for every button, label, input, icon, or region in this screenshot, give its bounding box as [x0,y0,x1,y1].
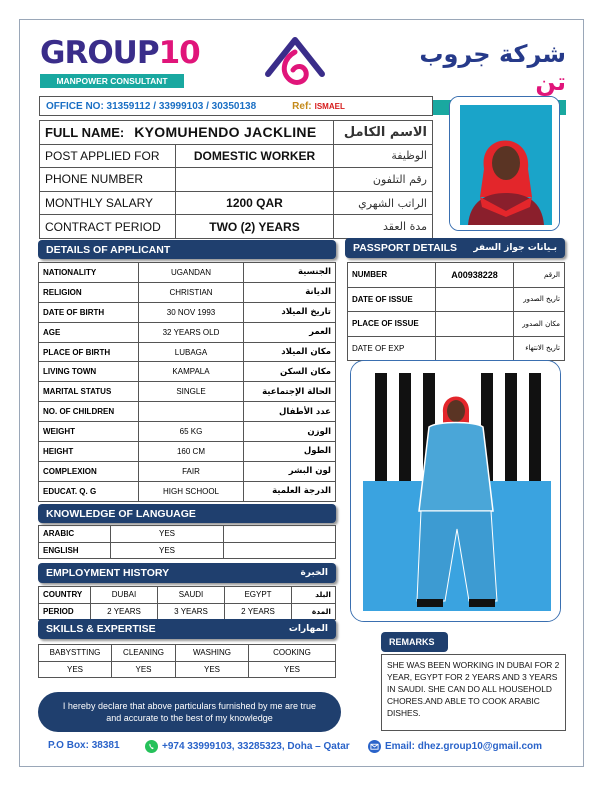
expiry-date-label-ar: تاريخ الانتهاء [514,336,565,361]
language-table [38,525,336,559]
period-cell: 3 YEARS [158,603,225,620]
language-english-value: YES [111,542,224,559]
phone-text: +974 33999103, 33285323, Doha – Qatar [162,741,350,752]
cell-value: UGANDAN [139,263,244,283]
skill-value: YES [39,661,112,678]
table-row [39,526,336,543]
cell-label: COMPLEXION [39,461,139,481]
cell-label: AGE [39,322,139,342]
passport-section-header [345,238,565,258]
skill-name: CLEANING [112,645,176,662]
issue-place-label-ar: مكان الصدور [514,312,565,337]
declaration-text: I hereby declare that above particulars furnished by me are true and accurate to the best of my knowledge [62,701,317,723]
cell-label: NATIONALITY [39,263,139,283]
expiry-date-label: DATE OF EXP [348,336,436,361]
cell-value: 30 NOV 1993 [139,302,244,322]
brand-name: GROUP [40,35,159,71]
cell-label: WEIGHT [39,422,139,442]
post-value: DOMESTIC WORKER [176,144,334,168]
employment-title-ar: الخبرة [300,568,328,578]
expiry-date-value [436,336,514,361]
cell-label-ar: مكان السكن [244,362,336,382]
footer-email [368,740,542,753]
table-row [39,442,336,462]
phone-label: PHONE NUMBER [40,168,176,192]
table-row [40,144,433,168]
cell-label: HEIGHT [39,442,139,462]
language-title: KNOWLEDGE OF LANGUAGE [46,507,196,520]
skill-name: COOKING [249,645,336,662]
country-cell: DUBAI [91,587,158,604]
language-english-label: ENGLISH [39,542,111,559]
issue-date-label-ar: تاريخ الصدور [514,287,565,312]
period-label-ar: المدة [292,603,336,620]
post-label: POST APPLIED FOR [40,144,176,168]
language-section-header [38,504,336,523]
skills-table [38,644,336,678]
country-cell: SAUDI [158,587,225,604]
portrait-photo [449,96,560,231]
cell-value: 32 YEARS OLD [139,322,244,342]
ref-label: Ref: [292,100,312,112]
table-row [39,542,336,559]
salary-label-ar: الراتب الشهري [334,191,433,215]
cell-value: LUBAGA [139,342,244,362]
company-logo-english [40,36,200,88]
full-name-label-ar: الاسم الكامل [334,121,433,145]
cell-value: CHRISTIAN [139,282,244,302]
table-row [39,645,336,662]
cell-label-ar: الطول [244,442,336,462]
table-row [39,422,336,442]
cell-label: LIVING TOWN [39,362,139,382]
post-label-ar: الوظيفة [334,144,433,168]
table-row [40,191,433,215]
full-body-photo [350,360,561,622]
remarks-header [381,632,448,652]
table-row [39,382,336,402]
cell-value: FAIR [139,461,244,481]
employment-table [38,586,336,620]
passport-title: PASSPORT DETAILS [353,242,458,254]
footer-po-box [48,740,120,751]
cell-value: 160 CM [139,442,244,462]
table-row [40,215,433,239]
table-row [39,282,336,302]
whatsapp-icon [145,740,158,753]
cell-label-ar: الديانة [244,282,336,302]
full-name-cell [40,121,334,145]
footer-phone [145,740,350,753]
empty-cell [224,526,336,543]
details-section-header [38,240,336,259]
cell-value: HIGH SCHOOL [139,481,244,501]
phone-value [176,168,334,192]
period-cell: 2 YEARS [225,603,292,620]
country-label-ar: البلد [292,587,336,604]
issue-date-value [436,287,514,312]
ref-name: ISMAEL [314,101,345,111]
full-name-value: KYOMUHENDO JACKLINE [134,124,317,141]
salary-value: 1200 QAR [176,191,334,215]
cell-label-ar: عدد الأطفال [244,402,336,422]
cell-label-ar: الوزن [244,422,336,442]
passport-table [347,262,565,361]
table-row [39,603,336,620]
period-cell: 2 YEARS [91,603,158,620]
brand-tagline: MANPOWER CONSULTANT [40,74,184,88]
skills-section-header [38,619,336,639]
cell-label: MARITAL STATUS [39,382,139,402]
skills-title-ar: المهارات [288,624,328,634]
email-icon [368,740,381,753]
table-row [39,263,336,283]
contract-label-ar: مدة العقد [334,215,433,239]
employment-title: EMPLOYMENT HISTORY [46,567,170,579]
issue-date-label: DATE OF ISSUE [348,287,436,312]
language-arabic-label: ARABIC [39,526,111,543]
table-row [39,302,336,322]
skills-title: SKILLS & EXPERTISE [46,623,156,635]
contract-label: CONTRACT PERIOD [40,215,176,239]
cell-label-ar: الحالة الإجتماعية [244,382,336,402]
cell-value: 65 KG [139,422,244,442]
remarks-text: SHE WAS BEEN WORKING IN DUBAI FOR 2 YEAR, EGYPT FOR 2 YEARS AND 3 YEARS IN SAUDI. SHE CAN DO ALL HOUSEHOLD CHORES.AND ABLE TO COOK ARABIC DISHES. [381,654,566,731]
cell-value: SINGLE [139,382,244,402]
contract-value: TWO (2) YEARS [176,215,334,239]
passport-title-ar: بـيانات جواز السفر [473,243,557,253]
cell-label-ar: لون البشر [244,461,336,481]
po-box-text: P.O Box: 38381 [48,740,120,751]
skill-name: WASHING [176,645,249,662]
country-label: COUNTRY [39,587,91,604]
table-row [39,342,336,362]
center-emblem-icon [262,34,328,94]
full-name-label: FULL NAME: [45,125,125,141]
passport-number-label: NUMBER [348,263,436,288]
table-row [40,168,433,192]
cell-label-ar: الدرجة العلمية [244,481,336,501]
cell-label: DATE OF BIRTH [39,302,139,322]
cell-label-ar: الجنسية [244,263,336,283]
skill-name: BABYSTTING [39,645,112,662]
skill-value: YES [112,661,176,678]
cell-label-ar: العمر [244,322,336,342]
cell-label: RELIGION [39,282,139,302]
table-row [39,461,336,481]
remarks-title: REMARKS [389,637,435,647]
country-cell: EGYPT [225,587,292,604]
brand-number-ar: تن [535,68,566,96]
brand-name-ar: شركة جروب [419,40,566,68]
salary-label: MONTHLY SALARY [40,191,176,215]
period-label: PERIOD [39,603,91,620]
empty-cell [224,542,336,559]
cell-value [139,402,244,422]
cell-value: KAMPALA [139,362,244,382]
table-row [39,362,336,382]
full-name-row [40,121,433,145]
issue-place-value [436,312,514,337]
table-row [39,481,336,501]
skill-value: YES [176,661,249,678]
passport-number-label-ar: الرقم [514,263,565,288]
issue-place-label: PLACE OF ISSUE [348,312,436,337]
cell-label: PLACE OF BIRTH [39,342,139,362]
table-row [39,402,336,422]
employment-section-header [38,563,336,583]
office-bar [39,96,433,116]
cell-label-ar: مكان الميلاد [244,342,336,362]
table-row [348,336,565,361]
table-row [39,322,336,342]
passport-number-value: A00938228 [436,263,514,288]
main-info-table [39,120,433,239]
skill-value: YES [249,661,336,678]
office-numbers: OFFICE NO: 31359112 / 33999103 / 30350138 [46,100,257,112]
table-row [39,587,336,604]
details-table [38,262,336,502]
details-title: DETAILS OF APPLICANT [46,243,171,256]
declaration-box [38,692,341,732]
email-text[interactable]: Email: dhez.group10@gmail.com [385,741,543,752]
cell-label: EDUCAT. Q. G [39,481,139,501]
table-row [39,661,336,678]
brand-number: 10 [158,35,200,71]
table-row [348,312,565,337]
cell-label-ar: تاريخ الميلاد [244,302,336,322]
language-arabic-value: YES [111,526,224,543]
table-row [348,263,565,288]
cell-label: NO. OF CHILDREN [39,402,139,422]
phone-label-ar: رقم التلفون [334,168,433,192]
table-row [348,287,565,312]
